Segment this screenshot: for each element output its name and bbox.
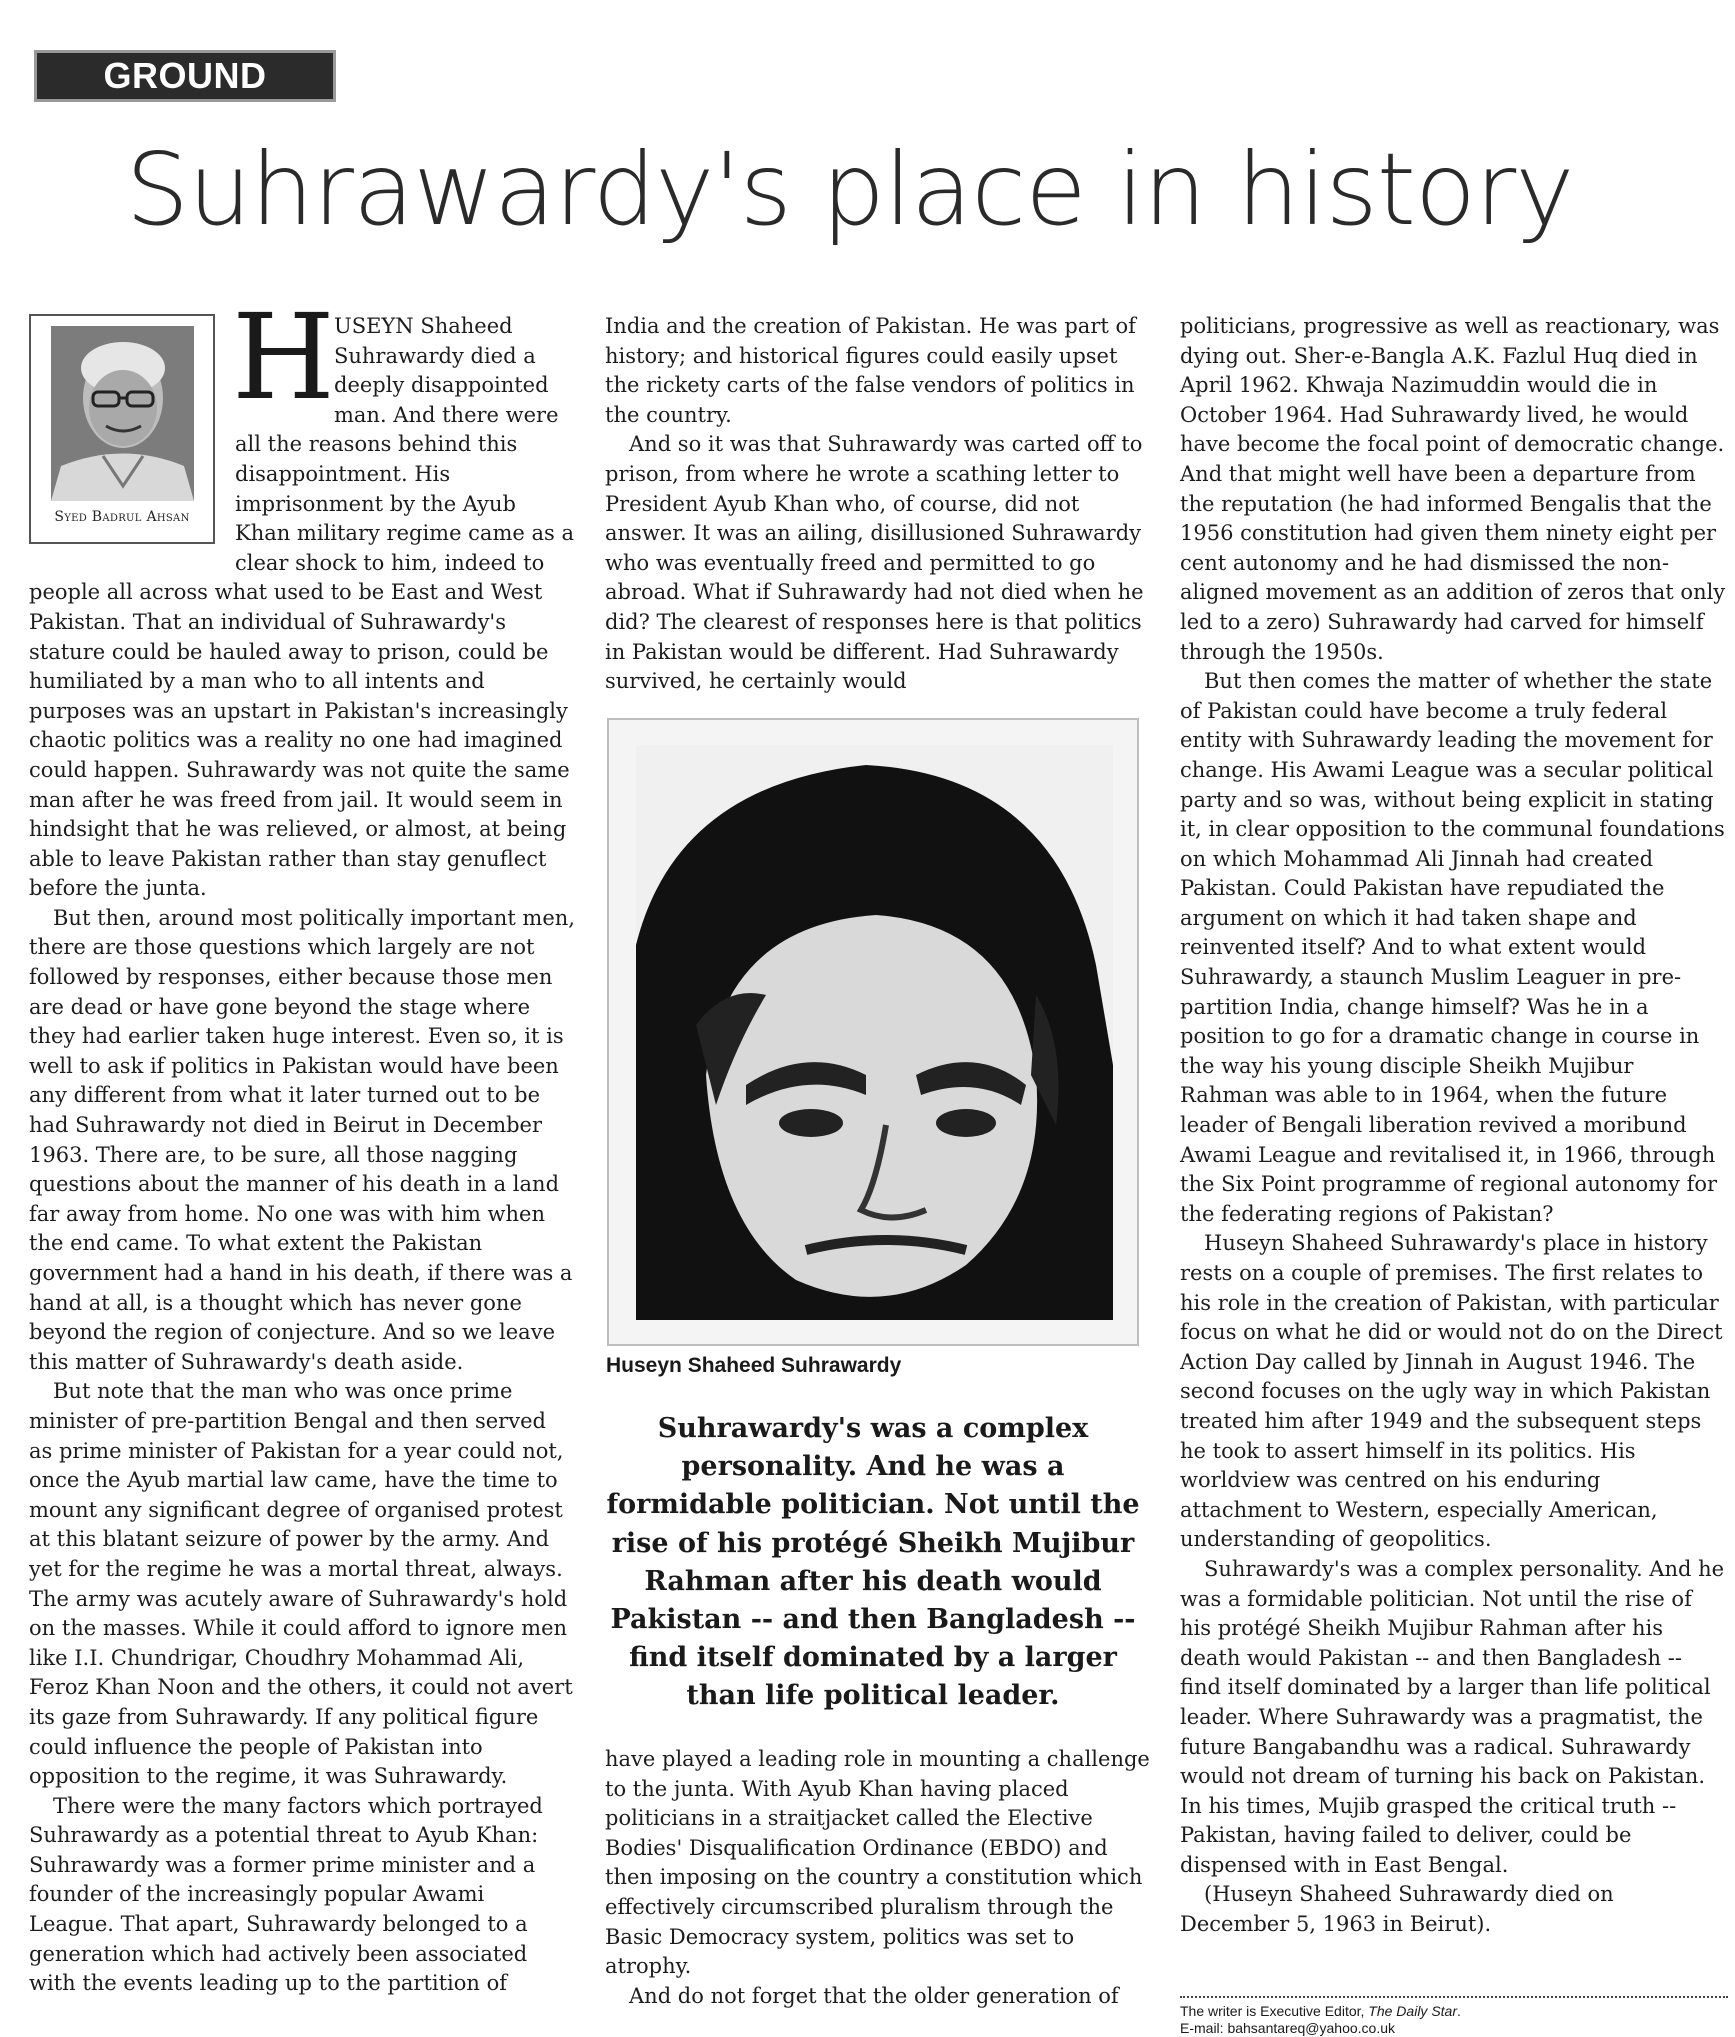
col1-paragraph-2: But then, around most politically important men, there are those questions which largely are not followed by responses, either because those men are dead or have gone beyond the stage where they had earlier taken huge interest. Even so, it is well to ask if politics in Pakistan would have been any different from what it later turned out to be had Suhrawardy not died in Beirut in December 1963. There are, to be sure, all those nagging questions about the manner of his death in a land far away from home. No one was with him when the end came. To what extent the Pakistan government had a hand in his death, if there was a hand at all, is a thought which has never gone beyond the region of conjecture. And so we leave this matter of Suhrawardy's death aside.: [29, 905, 575, 1374]
writer-note: [1180, 2003, 1461, 2037]
col1-paragraph-4: There were the many factors which portrayed Suhrawardy as a potential threat to Ayub Khan: Suhrawardy was a former prime minister and a founder of the increasingly popular Awami League. That apart, Suhrawardy belonged to a generation which had actively been associated with the events leading up to the partition of: [29, 1793, 543, 1996]
col1-paragraph-3: But note that the man who was once prime minister of pre-partition Bengal and then served as prime minister of Pakistan for a year could not, once the Ayub martial law came, have the time to mount any significant degree of organised protest at this blatant seizure of power by the army. And yet for the regime he was a mortal threat, always. The army was acutely aware of Suhrawardy's hold on the masses. While it could afford to ignore men like I.I. Chundrigar, Choudhry Mohammad Ali, Feroz Khan Noon and the others, it could not avert its gaze from Suhrawardy. If any political figure could influence the people of Pakistan into opposition to the regime, it was Suhrawardy.: [29, 1379, 573, 1789]
headline: Suhrawardy's place in history: [125, 131, 1574, 248]
column-3: [1180, 312, 1728, 1940]
writer-suffix: .: [1457, 2003, 1461, 2019]
col2-paragraph-3: have played a leading role in mounting a challenge to the junta. With Ayub Khan having placed politicians in a straitjacket called the Elective Bodies' Disqualification Ordinance (EBDO) and then imposing on the country a constitution which effectively circumscribed pluralism through the Basic Democracy system, politics was set to atrophy.: [605, 1747, 1150, 1979]
col3-paragraph-2: But then comes the matter of whether the state of Pakistan could have become a truly federal entity with Suhrawardy leading the movement for change. His Awami League was a secular political party and so was, without being explicit in stating it, in clear opposition to the communal foundations on which Mohammad Ali Jinnah had created Pakistan. Could Pakistan have repudiated the argument on which it had taken shape and reinvented itself? And to what extent would Suhrawardy, a staunch Muslim Leaguer in pre-partition India, change himself? Was he in a position to go for a dramatic change in course in the way his young disciple Sheikh Mujibur Rahman was able to in 1964, when the future leader of Bengali liberation revived a moribund Awami League and revitalised it, in 1966, through the Six Point programme of regional autonomy for the federating regions of Pakistan?: [1180, 669, 1725, 1226]
author-name: Syed Badrul Ahsan: [54, 509, 190, 525]
author-float: [29, 312, 235, 576]
photo-caption: Huseyn Shaheed Suhrawardy: [606, 1354, 902, 1377]
col2-paragraph-2: And so it was that Suhrawardy was carted off to prison, from where he wrote a scathing letter to President Ayub Khan who, of course, did not answer. It was an ailing, disillusioned Suhrawardy who was eventually freed and permitted to go abroad. What if Suhrawardy had not died when he did? The clearest of responses here is that politics in Pakistan would be different. Had Suhrawardy survived, he certainly would: [605, 432, 1144, 694]
col3-paragraph-4: Suhrawardy's was a complex personality. And he was a formidable politician. Not until the rise of his protégé Sheikh Mujibur Rahman after his death would Pakistan -- and then Bangladesh -- find itself dominated by a larger than life political leader. Where Suhrawardy was a pragmatist, the future Bangabandhu was a radical. Suhrawardy would not dream of turning his back on Pakistan. In his times, Mujib grasped the critical truth -- Pakistan, having failed to deliver, could be dispensed with in East Bengal.: [1180, 1556, 1725, 1877]
suhrawardy-portrait-icon: [636, 745, 1113, 1320]
email-address[interactable]: bahsantareq@yahoo.co.uk: [1227, 2020, 1396, 2036]
column-1: [29, 312, 575, 2022]
col3-paragraph-1: politicians, progressive as well as reactionary, was dying out. Sher-e-Bangla A.K. Fazlul Huq died in April 1962. Khwaja Nazimuddin would die in October 1964. Had Suhrawardy lived, he would have become the focal point of democratic change. And that might well have been a departure from the reputation (he had informed Bengalis that the 1956 constitution had given them ninety eight per cent autonomy and he had dismissed the non-aligned movement as an addition of zeros that only led to a zero) Suhrawardy had carved for himself through the 1950s.: [1180, 314, 1726, 664]
dropcap-float: [235, 312, 334, 412]
publication-name: The Daily Star: [1368, 2003, 1457, 2019]
drop-cap: H: [232, 288, 335, 426]
col2-paragraph-1: India and the creation of Pakistan. He was part of history; and historical figures could easily upset the rickety carts of the false vendors of politics in the country.: [605, 314, 1136, 427]
col2-paragraph-4: And do not forget that the older generation of: [629, 1983, 1119, 2008]
column-2-top: [605, 312, 1151, 697]
writer-prefix: The writer is Executive Editor,: [1180, 2003, 1369, 2019]
section-label: GROUND REALITIES: [34, 50, 336, 102]
photo-frame: [607, 718, 1139, 1346]
col1-paragraph-1: USEYN Shaheed Suhrawardy died a deeply disappointed man. And there were all the reasons behind this disappointment. His imprisonment by the Ayub Khan military regime came as a clear shock to him, indeed to people all across what used to be East and West Pakistan. That an individual of Suhrawardy's stature could be hauled away to prison, could be humiliated by a man who to all intents and purposes was an upstart in Pakistan's increasingly chaotic politics was a reality no one had imagined could happen. Suhrawardy was not quite the same man after he was freed from jail. It would seem in hindsight that he was relieved, or almost, at being able to leave Pakistan rather than stay genuflect before the junta.: [29, 314, 574, 901]
col3-paragraph-3: Huseyn Shaheed Suhrawardy's place in history rests on a couple of premises. The first relates to his role in the creation of Pakistan, with particular focus on what he did or would not do on the Direct Action Day called by Jinnah in August 1946. The second focuses on the ugly way in which Pakistan treated him after 1949 and the subsequent steps he took to assert himself in its politics. His worldview was centred on his enduring attachment to Western, especially American, understanding of geopolitics.: [1180, 1231, 1723, 1552]
email-label: E-mail:: [1180, 2020, 1228, 2036]
col3-paragraph-5: (Huseyn Shaheed Suhrawardy died on December 5, 1963 in Beirut).: [1180, 1882, 1614, 1937]
footer-divider: [1180, 1996, 1728, 1998]
pull-quote: Suhrawardy's was a complex personality. And he was a formidable politician. Not until the rise of his protégé Sheikh Mujibur Rahman after his death would Pakistan -- and then Bangladesh -- find itself dominated by a larger than life political leader.: [606, 1413, 1140, 1712]
column-2-bottom: [605, 1745, 1151, 2011]
